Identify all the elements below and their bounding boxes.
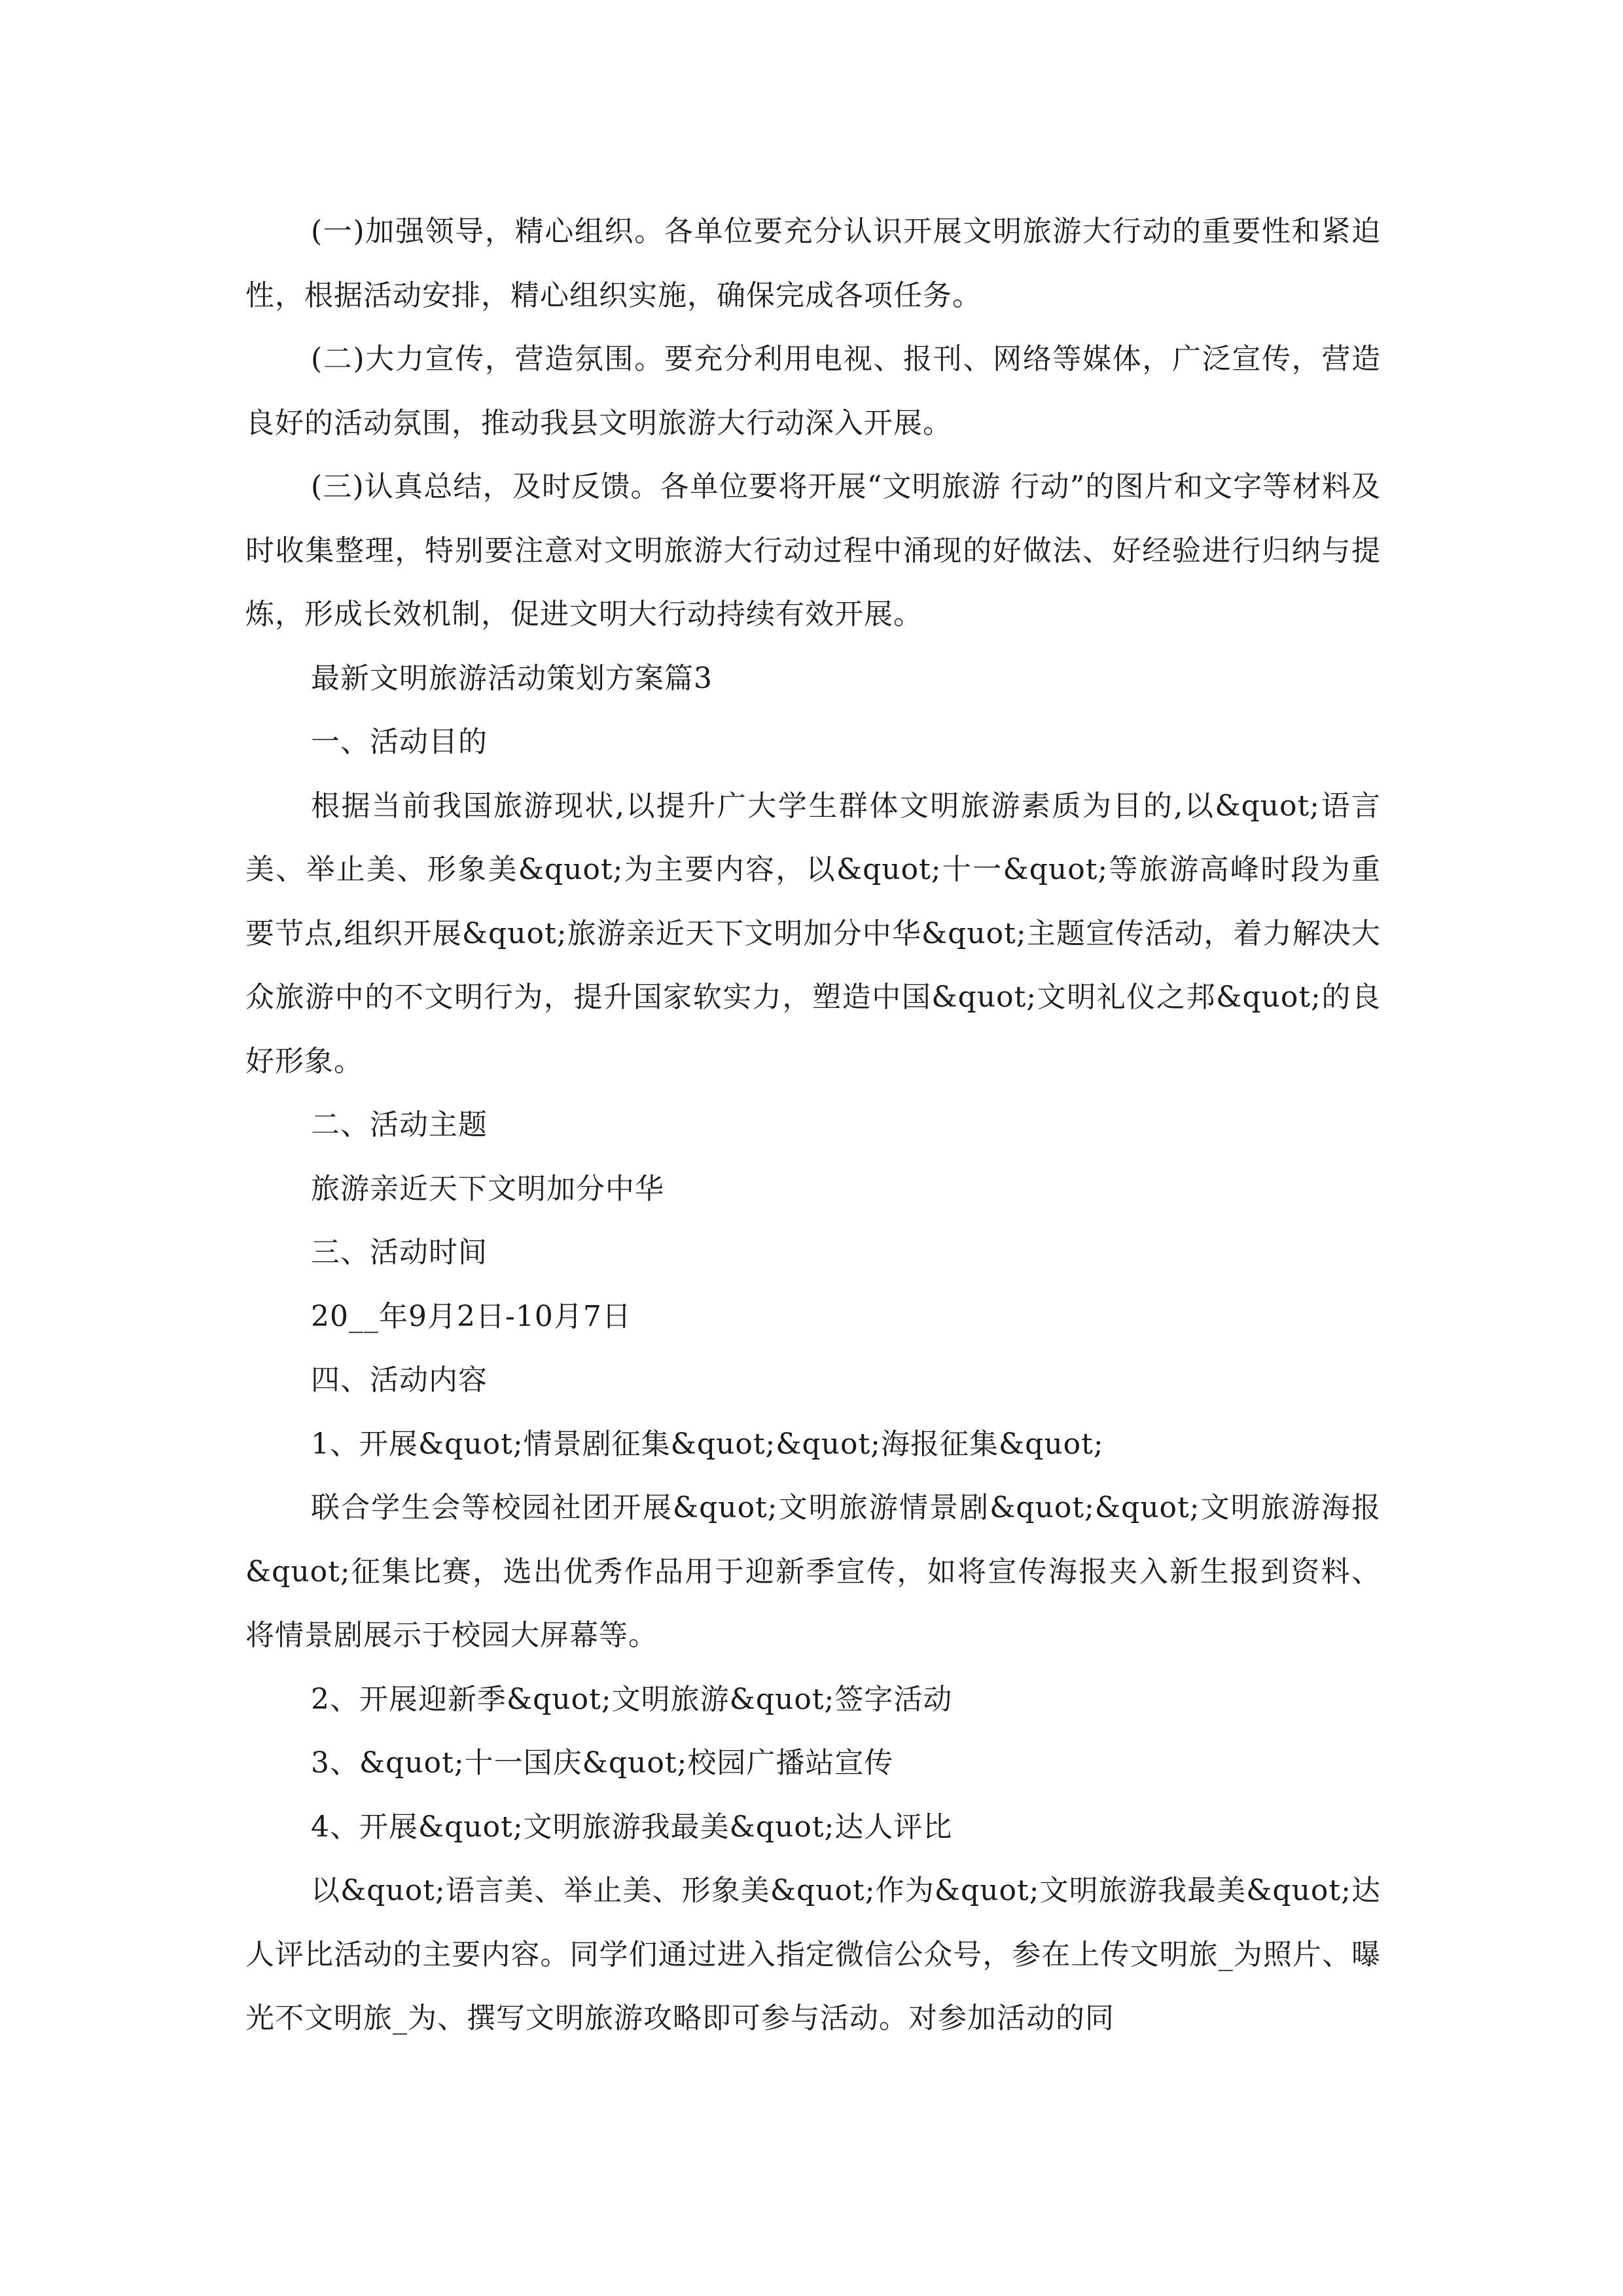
paragraph-theme: 旅游亲近天下文明加分中华 xyxy=(311,1172,664,1206)
heading-purpose: 一、活动目的 xyxy=(311,725,488,759)
paragraph-purpose: 根据当前我国旅游现状,以提升广大学生群体文明旅游素质为目的,以&quot;语言美、举止美、形象美&quot;为主要内容，以&quot;十一&quot;等旅游高峰时段为重要节点,组织开展&quot;旅游亲近天下文明加分中华&quot;主题宣传活动，着力解决大众旅游中的不文明行为，提升国家软实力，塑造中国&quot;文明礼仪之邦&quot;的良好形象。 xyxy=(245,789,1381,1078)
paragraph-measure-1: (一)加强领导，精心组织。各单位要充分认识开展文明旅游大行动的重要性和紧迫性，根据活动安排，精心组织实施，确保完成各项任务。 xyxy=(245,215,1381,312)
paragraph-measure-3: (三)认真总结，及时反馈。各单位要将开展“文明旅游 行动”的图片和文字等材料及时收集整理，特别要注意对文明旅游大行动过程中涌现的好做法、好经验进行归纳与提炼，形成长效机制，促进文明大行动持续有效开展。 xyxy=(245,470,1381,631)
paragraph-measure-2: (二)大力宣传，营造氛围。要充分利用电视、报刊、网络等媒体，广泛宣传，营造良好的活动氛围，推动我县文明旅游大行动深入开展。 xyxy=(245,342,1381,440)
list-item-2: 2、开展迎新季&quot;文明旅游&quot;签字活动 xyxy=(311,1682,953,1716)
heading-time: 三、活动时间 xyxy=(311,1236,488,1269)
document-body xyxy=(245,200,1381,2051)
section-title: 最新文明旅游活动策划方案篇3 xyxy=(311,661,713,695)
paragraph-time: 20__年9月2日-10月7日 xyxy=(311,1299,632,1333)
paragraph-item-4-detail: 以&quot;语言美、举止美、形象美&quot;作为&quot;文明旅游我最美&quot;达人评比活动的主要内容。同学们通过进入指定微信公众号，参在上传文明旅_为照片、曝光不文明旅_为、撰写文明旅游攻略即可参与活动。对参加活动的同 xyxy=(245,1874,1381,2035)
heading-theme: 二、活动主题 xyxy=(311,1108,488,1141)
paragraph-item-1-detail: 联合学生会等校园社团开展&quot;文明旅游情景剧&quot;&quot;文明旅游海报&quot;征集比赛，选出优秀作品用于迎新季宣传，如将宣传海报夹入新生报到资料、将情景剧展示于校园大屏幕等。 xyxy=(245,1491,1381,1652)
list-item-1: 1、开展&quot;情景剧征集&quot;&quot;海报征集&quot; xyxy=(311,1427,1104,1461)
list-item-3: 3、&quot;十一国庆&quot;校园广播站宣传 xyxy=(311,1746,894,1780)
list-item-4: 4、开展&quot;文明旅游我最美&quot;达人评比 xyxy=(311,1810,953,1844)
heading-content: 四、活动内容 xyxy=(311,1363,488,1397)
